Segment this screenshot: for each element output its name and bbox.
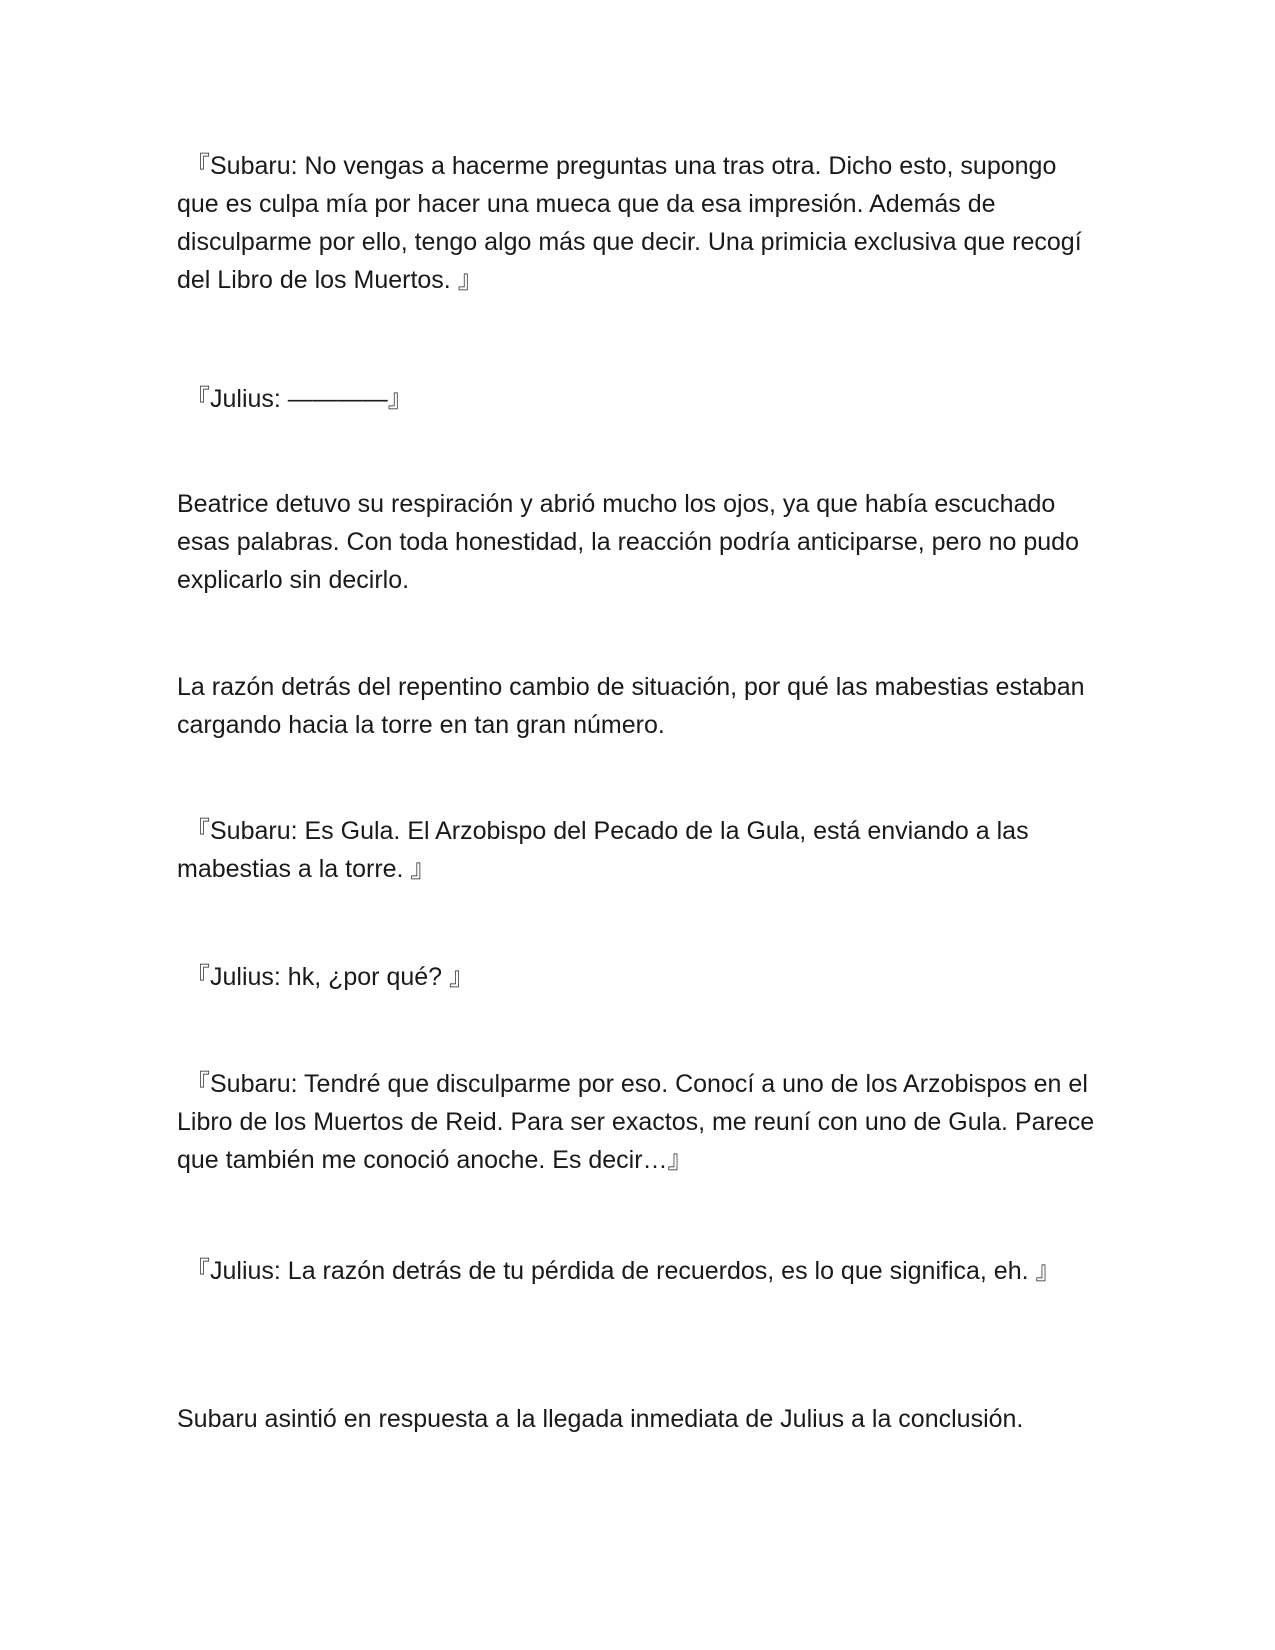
paragraph-beatrice-reaction: Beatrice detuvo su respiración y abrió mucho los ojos, ya que había escuchado esas palabras. Con toda honestidad, la reacción podría anticiparse, pero no pudo explicarlo sin decirlo. <box>177 490 1079 594</box>
paragraph-julius-memories: 『Julius: La razón detrás de tu pérdida de recuerdos, es lo que significa, eh. 』 <box>185 1257 1061 1285</box>
paragraph-subaru-primicia: 『Subaru: No vengas a hacerme preguntas una tras otra. Dicho esto, supongo que es culpa mía por hacer una mueca que da esa impresión. Además de disculparme por ello, tengo algo más que decir. Una primicia exclusiva que recogí del Libro de los Muertos. 』 <box>177 152 1082 294</box>
paragraph-julius-silence: 『Julius: ————』 <box>185 385 413 413</box>
paragraph-julius-why: 『Julius: hk, ¿por qué? 』 <box>185 963 475 991</box>
paragraph-subaru-gula: 『Subaru: Es Gula. El Arzobispo del Pecado de la Gula, está enviando a las mabestias a la torre. 』 <box>177 817 1029 883</box>
paragraph-situation-change: La razón detrás del repentino cambio de situación, por qué las mabestias estaban cargando hacia la torre en tan gran número. <box>177 673 1085 739</box>
paragraph-subaru-apology: 『Subaru: Tendré que disculparme por eso. Conocí a uno de los Arzobispos en el Libro de los Muertos de Reid. Para ser exactos, me reuní con uno de Gula. Parece que también me conoció anoche. Es decir…』 <box>177 1070 1095 1174</box>
paragraph-subaru-nod: Subaru asintió en respuesta a la llegada inmediata de Julius a la conclusión. <box>177 1405 1024 1433</box>
